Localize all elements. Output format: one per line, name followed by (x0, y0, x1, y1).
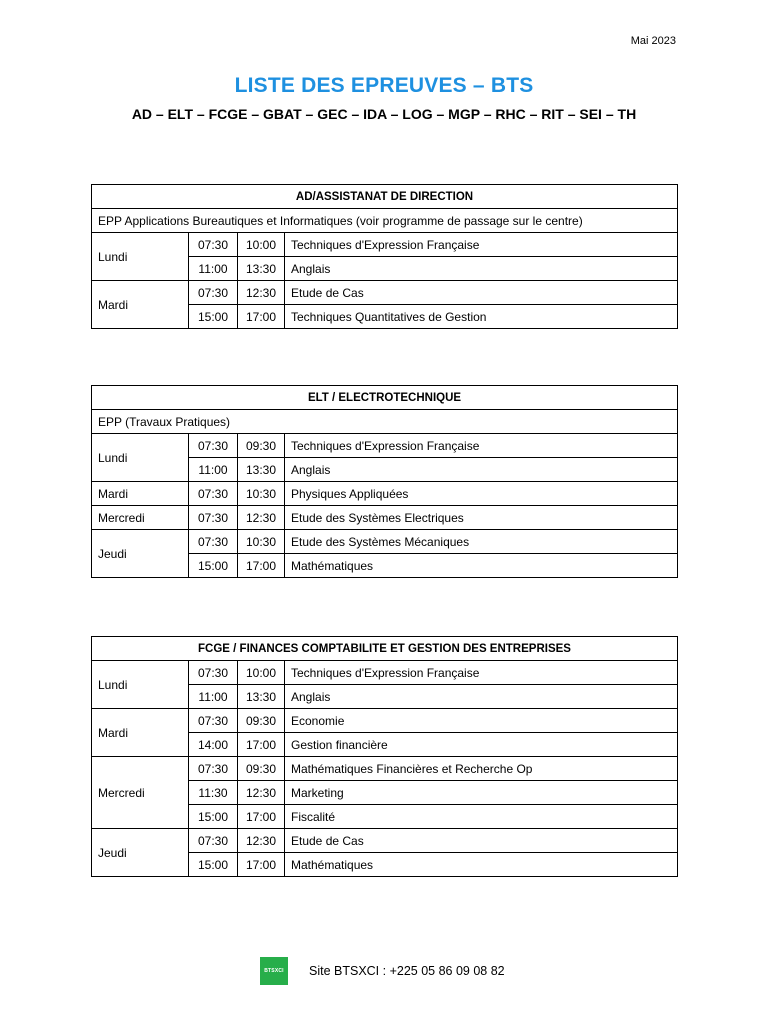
exam-table-elt (91, 385, 678, 578)
end-time-cell: 17:00 (238, 853, 285, 877)
exam-table-fcge (91, 636, 678, 877)
end-time-cell: 10:30 (238, 482, 285, 506)
end-time-cell: 12:30 (238, 281, 285, 305)
end-time-cell: 17:00 (238, 805, 285, 829)
subject-cell: Economie (285, 709, 678, 733)
start-time-cell: 11:00 (189, 257, 238, 281)
subject-cell: Techniques Quantitatives de Gestion (285, 305, 678, 329)
exam-table-ad (91, 184, 678, 329)
table-row (92, 281, 678, 305)
start-time-cell: 15:00 (189, 554, 238, 578)
page-title: LISTE DES EPREUVES – BTS (234, 74, 534, 97)
subject-cell: Etude de Cas (285, 829, 678, 853)
date-label: Mai 2023 (630, 35, 676, 47)
start-time-cell: 11:30 (189, 781, 238, 805)
table-row (92, 661, 678, 685)
start-time-cell: 07:30 (189, 530, 238, 554)
start-time-cell: 07:30 (189, 829, 238, 853)
day-cell: Mardi (92, 482, 189, 506)
end-time-cell: 10:00 (238, 661, 285, 685)
end-time-cell: 17:00 (238, 554, 285, 578)
subject-cell: Mathématiques (285, 554, 678, 578)
start-time-cell: 11:00 (189, 458, 238, 482)
start-time-cell: 07:30 (189, 233, 238, 257)
table-row (92, 757, 678, 781)
table-row (92, 530, 678, 554)
day-cell: Mercredi (92, 757, 189, 829)
end-time-cell: 09:30 (238, 434, 285, 458)
start-time-cell: 15:00 (189, 805, 238, 829)
end-time-cell: 17:00 (238, 733, 285, 757)
subject-cell: Anglais (285, 458, 678, 482)
day-cell: Mardi (92, 281, 189, 329)
subject-cell: Techniques d'Expression Française (285, 661, 678, 685)
subject-cell: Etude des Systèmes Mécaniques (285, 530, 678, 554)
start-time-cell: 07:30 (189, 506, 238, 530)
end-time-cell: 09:30 (238, 757, 285, 781)
table-row (92, 829, 678, 853)
day-cell: Jeudi (92, 829, 189, 877)
start-time-cell: 07:30 (189, 709, 238, 733)
subject-cell: Anglais (285, 257, 678, 281)
day-cell: Mercredi (92, 506, 189, 530)
footer (260, 957, 505, 985)
start-time-cell: 07:30 (189, 434, 238, 458)
table-heading: AD/ASSISTANAT DE DIRECTION (92, 185, 678, 209)
subject-cell: Mathématiques Financières et Recherche Op (285, 757, 678, 781)
table-note: EPP (Travaux Pratiques) (92, 410, 678, 434)
start-time-cell: 15:00 (189, 853, 238, 877)
end-time-cell: 17:00 (238, 305, 285, 329)
start-time-cell: 14:00 (189, 733, 238, 757)
day-cell: Jeudi (92, 530, 189, 578)
table-row (92, 709, 678, 733)
table-heading: FCGE / FINANCES COMPTABILITE ET GESTION DES ENTREPRISES (92, 637, 678, 661)
table-note: EPP Applications Bureautiques et Informatiques (voir programme de passage sur le centre) (92, 209, 678, 233)
footer-contact: Site BTSXCI : +225 05 86 09 08 82 (309, 964, 505, 978)
subject-cell: Techniques d'Expression Française (285, 434, 678, 458)
subject-cell: Etude de Cas (285, 281, 678, 305)
table-row (92, 506, 678, 530)
day-cell: Lundi (92, 233, 189, 281)
end-time-cell: 13:30 (238, 685, 285, 709)
subject-cell: Techniques d'Expression Française (285, 233, 678, 257)
end-time-cell: 12:30 (238, 781, 285, 805)
end-time-cell: 13:30 (238, 257, 285, 281)
subject-cell: Gestion financière (285, 733, 678, 757)
end-time-cell: 10:30 (238, 530, 285, 554)
day-cell: Lundi (92, 434, 189, 482)
start-time-cell: 07:30 (189, 281, 238, 305)
table-row (92, 482, 678, 506)
start-time-cell: 07:30 (189, 757, 238, 781)
subject-cell: Fiscalité (285, 805, 678, 829)
end-time-cell: 13:30 (238, 458, 285, 482)
start-time-cell: 07:30 (189, 482, 238, 506)
start-time-cell: 11:00 (189, 685, 238, 709)
subject-cell: Mathématiques (285, 853, 678, 877)
day-cell: Lundi (92, 661, 189, 709)
subject-cell: Anglais (285, 685, 678, 709)
end-time-cell: 12:30 (238, 829, 285, 853)
start-time-cell: 15:00 (189, 305, 238, 329)
btsxci-logo: BTSXCI (260, 957, 288, 985)
start-time-cell: 07:30 (189, 661, 238, 685)
end-time-cell: 09:30 (238, 709, 285, 733)
subject-cell: Marketing (285, 781, 678, 805)
day-cell: Mardi (92, 709, 189, 757)
subject-cell: Physiques Appliquées (285, 482, 678, 506)
end-time-cell: 12:30 (238, 506, 285, 530)
table-heading: ELT / ELECTROTECHNIQUE (92, 386, 678, 410)
end-time-cell: 10:00 (238, 233, 285, 257)
page-subtitle: AD – ELT – FCGE – GBAT – GEC – IDA – LOG – MGP – RHC – RIT – SEI – TH (131, 106, 637, 122)
table-row (92, 434, 678, 458)
subject-cell: Etude des Systèmes Electriques (285, 506, 678, 530)
table-row (92, 233, 678, 257)
